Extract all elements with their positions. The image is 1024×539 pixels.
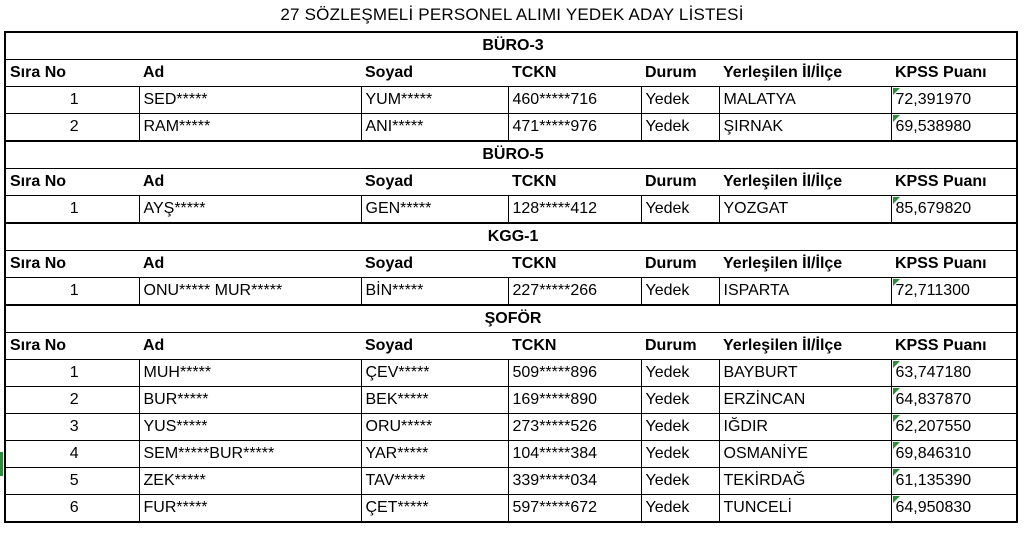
cell-note-marker-icon xyxy=(893,197,900,204)
kpss-puani-cell[interactable] xyxy=(891,360,1017,387)
sira-no-cell[interactable]: 1 xyxy=(5,278,139,306)
kpss-puani-cell[interactable] xyxy=(891,495,1017,523)
section-title[interactable]: ŞOFÖR xyxy=(5,305,1017,333)
header-sira-no[interactable]: Sıra No xyxy=(5,251,139,278)
tckn-cell[interactable]: 273*****526 xyxy=(508,414,641,441)
table-row xyxy=(5,387,1017,414)
table-row xyxy=(5,441,1017,468)
cell-note-marker-icon xyxy=(893,469,900,476)
soyad-cell[interactable]: YAR***** xyxy=(361,441,508,468)
ad-cell[interactable]: SED***** xyxy=(139,87,361,114)
section-header-row xyxy=(5,32,1017,60)
ad-cell[interactable]: SEM*****BUR***** xyxy=(139,441,361,468)
ad-cell[interactable]: BUR***** xyxy=(139,387,361,414)
sira-no-cell[interactable]: 2 xyxy=(5,114,139,142)
column-header-row xyxy=(5,60,1017,87)
ad-cell[interactable]: YUS***** xyxy=(139,414,361,441)
ad-cell[interactable]: ONU***** MUR***** xyxy=(139,278,361,306)
candidate-table xyxy=(4,31,1018,523)
header-durum[interactable]: Durum xyxy=(641,169,719,196)
table-row xyxy=(5,87,1017,114)
header-ad[interactable]: Ad xyxy=(139,169,361,196)
ad-cell[interactable]: RAM***** xyxy=(139,114,361,142)
kpss-value: 63,747180 xyxy=(895,364,972,381)
header-tckn[interactable]: TCKN xyxy=(508,60,641,87)
section-title[interactable]: BÜRO-5 xyxy=(5,141,1017,169)
cell-note-marker-icon xyxy=(893,388,900,395)
header-sira-no[interactable]: Sıra No xyxy=(5,169,139,196)
tckn-cell[interactable]: 509*****896 xyxy=(508,360,641,387)
cell-note-marker-icon xyxy=(893,279,900,286)
il-ilce-cell[interactable]: YOZGAT xyxy=(719,196,891,224)
header-durum[interactable]: Durum xyxy=(641,251,719,278)
tckn-cell[interactable]: 597*****672 xyxy=(508,495,641,523)
table-row xyxy=(5,495,1017,523)
column-header-row xyxy=(5,333,1017,360)
kpss-puani-cell[interactable] xyxy=(891,441,1017,468)
header-tckn[interactable]: TCKN xyxy=(508,169,641,196)
kpss-value: 69,538980 xyxy=(895,118,972,135)
soyad-cell[interactable]: ANI***** xyxy=(361,114,508,142)
durum-cell[interactable]: Yedek xyxy=(641,414,719,441)
header-soyad[interactable]: Soyad xyxy=(361,60,508,87)
column-header-row xyxy=(5,251,1017,278)
header-soyad[interactable]: Soyad xyxy=(361,333,508,360)
cell-note-marker-icon xyxy=(893,442,900,449)
table-body xyxy=(5,32,1017,522)
kpss-puani-cell[interactable] xyxy=(891,114,1017,142)
header-tckn[interactable]: TCKN xyxy=(508,333,641,360)
soyad-cell[interactable]: TAV***** xyxy=(361,468,508,495)
table-row xyxy=(5,468,1017,495)
sira-no-cell[interactable]: 1 xyxy=(5,360,139,387)
soyad-cell[interactable]: YUM***** xyxy=(361,87,508,114)
sira-no-cell[interactable]: 4 xyxy=(5,441,139,468)
kpss-value: 72,391970 xyxy=(895,91,972,108)
il-ilce-cell[interactable]: TUNCELİ xyxy=(719,495,891,523)
soyad-cell[interactable]: ORU***** xyxy=(361,414,508,441)
table-row xyxy=(5,196,1017,224)
ad-cell[interactable]: MUH***** xyxy=(139,360,361,387)
tckn-cell[interactable]: 169*****890 xyxy=(508,387,641,414)
header-kpss-puani[interactable]: KPSS Puanı xyxy=(891,60,1017,87)
sira-no-cell[interactable]: 1 xyxy=(5,87,139,114)
table-row xyxy=(5,414,1017,441)
il-ilce-cell[interactable]: ŞIRNAK xyxy=(719,114,891,142)
soyad-cell[interactable]: ÇET***** xyxy=(361,495,508,523)
kpss-value: 64,950830 xyxy=(895,499,972,516)
ad-cell[interactable]: FUR***** xyxy=(139,495,361,523)
cell-note-marker-icon xyxy=(893,415,900,422)
header-il-ilce[interactable]: Yerleşilen İl/İlçe xyxy=(719,333,891,360)
header-ad[interactable]: Ad xyxy=(139,60,361,87)
kpss-value: 72,711300 xyxy=(895,282,970,299)
durum-cell[interactable]: Yedek xyxy=(641,114,719,142)
soyad-cell[interactable]: BEK***** xyxy=(361,387,508,414)
section-title[interactable]: KGG-1 xyxy=(5,223,1017,251)
durum-cell[interactable]: Yedek xyxy=(641,360,719,387)
header-ad[interactable]: Ad xyxy=(139,333,361,360)
sira-no-cell[interactable]: 5 xyxy=(5,468,139,495)
kpss-puani-cell[interactable] xyxy=(891,468,1017,495)
header-il-ilce[interactable]: Yerleşilen İl/İlçe xyxy=(719,169,891,196)
header-soyad[interactable]: Soyad xyxy=(361,169,508,196)
table-row xyxy=(5,278,1017,306)
header-durum[interactable]: Durum xyxy=(641,60,719,87)
durum-cell[interactable]: Yedek xyxy=(641,387,719,414)
durum-cell[interactable]: Yedek xyxy=(641,278,719,306)
header-il-ilce[interactable]: Yerleşilen İl/İlçe xyxy=(719,251,891,278)
durum-cell[interactable]: Yedek xyxy=(641,87,719,114)
header-il-ilce[interactable]: Yerleşilen İl/İlçe xyxy=(719,60,891,87)
kpss-value: 61,135390 xyxy=(895,472,972,489)
table-row xyxy=(5,360,1017,387)
sira-no-cell[interactable]: 2 xyxy=(5,387,139,414)
il-ilce-cell[interactable]: BAYBURT xyxy=(719,360,891,387)
tckn-cell[interactable]: 339*****034 xyxy=(508,468,641,495)
sira-no-cell[interactable]: 6 xyxy=(5,495,139,523)
tckn-cell[interactable]: 460*****716 xyxy=(508,87,641,114)
page-title: 27 SÖZLEŞMELİ PERSONEL ALIMI YEDEK ADAY LİSTESİ xyxy=(280,5,744,24)
ad-cell[interactable]: AYŞ***** xyxy=(139,196,361,224)
tckn-cell[interactable]: 471*****976 xyxy=(508,114,641,142)
header-kpss-puani[interactable]: KPSS Puanı xyxy=(891,251,1017,278)
header-kpss-puani[interactable]: KPSS Puanı xyxy=(891,333,1017,360)
row-selection-marker xyxy=(0,452,3,476)
il-ilce-cell[interactable]: OSMANİYE xyxy=(719,441,891,468)
table-row xyxy=(5,114,1017,142)
durum-cell[interactable]: Yedek xyxy=(641,495,719,523)
section-header-row xyxy=(5,305,1017,333)
soyad-cell[interactable]: ÇEV***** xyxy=(361,360,508,387)
cell-note-marker-icon xyxy=(893,496,900,503)
section-title[interactable]: BÜRO-3 xyxy=(5,32,1017,60)
kpss-puani-cell[interactable] xyxy=(891,414,1017,441)
kpss-value: 62,207550 xyxy=(895,418,972,435)
soyad-cell[interactable]: GEN***** xyxy=(361,196,508,224)
cell-note-marker-icon xyxy=(893,88,900,95)
header-durum[interactable]: Durum xyxy=(641,333,719,360)
cell-note-marker-icon xyxy=(893,115,900,122)
kpss-puani-cell[interactable] xyxy=(891,278,1017,306)
kpss-puani-cell[interactable] xyxy=(891,196,1017,224)
header-ad[interactable]: Ad xyxy=(139,251,361,278)
header-sira-no[interactable]: Sıra No xyxy=(5,60,139,87)
il-ilce-cell[interactable]: TEKİRDAĞ xyxy=(719,468,891,495)
kpss-value: 69,846310 xyxy=(895,445,972,462)
tckn-cell[interactable]: 104*****384 xyxy=(508,441,641,468)
durum-cell[interactable]: Yedek xyxy=(641,441,719,468)
il-ilce-cell[interactable]: ISPARTA xyxy=(719,278,891,306)
il-ilce-cell[interactable]: IĞDIR xyxy=(719,414,891,441)
sira-no-cell[interactable]: 1 xyxy=(5,196,139,224)
il-ilce-cell[interactable]: ERZİNCAN xyxy=(719,387,891,414)
header-soyad[interactable]: Soyad xyxy=(361,251,508,278)
tckn-cell[interactable]: 227*****266 xyxy=(508,278,641,306)
header-kpss-puani[interactable]: KPSS Puanı xyxy=(891,169,1017,196)
kpss-value: 64,837870 xyxy=(895,391,972,408)
durum-cell[interactable]: Yedek xyxy=(641,196,719,224)
durum-cell[interactable]: Yedek xyxy=(641,468,719,495)
section-header-row xyxy=(5,141,1017,169)
header-sira-no[interactable]: Sıra No xyxy=(5,333,139,360)
tckn-cell[interactable]: 128*****412 xyxy=(508,196,641,224)
sira-no-cell[interactable]: 3 xyxy=(5,414,139,441)
kpss-puani-cell[interactable] xyxy=(891,87,1017,114)
section-header-row xyxy=(5,223,1017,251)
ad-cell[interactable]: ZEK***** xyxy=(139,468,361,495)
kpss-puani-cell[interactable] xyxy=(891,387,1017,414)
kpss-value: 85,679820 xyxy=(895,200,972,217)
il-ilce-cell[interactable]: MALATYA xyxy=(719,87,891,114)
soyad-cell[interactable]: BİN***** xyxy=(361,278,508,306)
column-header-row xyxy=(5,169,1017,196)
cell-note-marker-icon xyxy=(893,361,900,368)
header-tckn[interactable]: TCKN xyxy=(508,251,641,278)
